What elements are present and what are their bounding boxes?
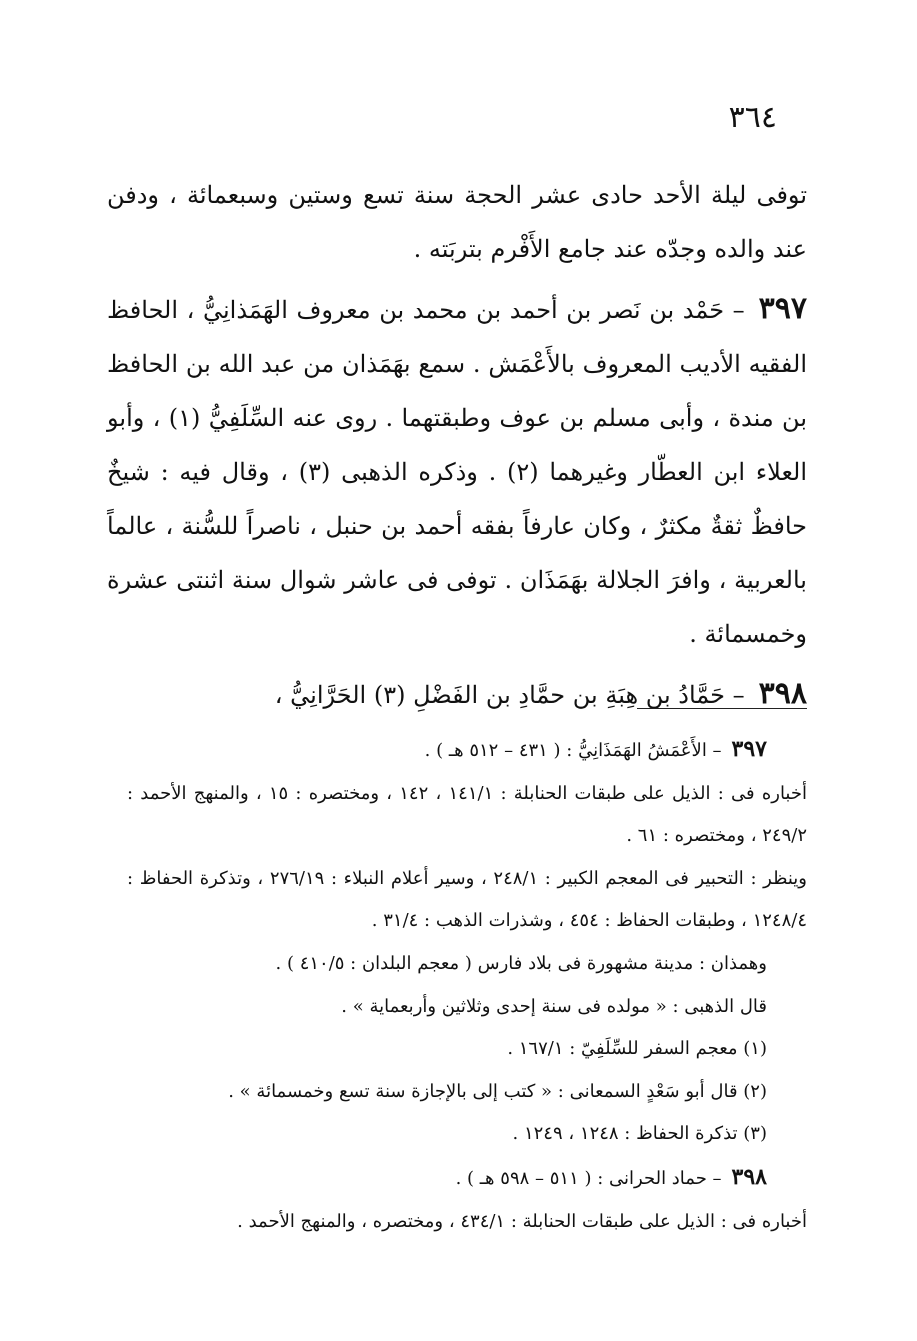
- intro-paragraph: توفى ليلة الأحد حادى عشر الحجة سنة تسع وستين وسبعمائة ، ودفن عند والده وجدّه عند جامع الأَفْرم بتربَته .: [107, 181, 807, 263]
- page-number: ٣٦٤: [728, 100, 777, 135]
- footnote-entry-number: ٣٩٧: [731, 736, 767, 762]
- footnote-1: (١) معجم السفر للسِّلَفِيّ : ١٦٧/١ .: [507, 1038, 767, 1060]
- footnote-sources-397: أخباره فى : الذيل على طبقات الحنابلة : ١٤١/١ ، ١٤٢ ، ومختصره : ١٥ ، والمنهج الأحمد : ٢٤٩/٢ ، ومختصره : ٦١ .: [127, 782, 807, 847]
- footnote-head-text: – حماد الحرانى : ( ٥١١ – ٥٩٨ هـ ) .: [455, 1167, 722, 1189]
- footnote-head-397: [127, 728, 807, 773]
- footnote-sources-398: أخباره فى : الذيل على طبقات الحنابلة : ٤٣٤/١ ، ومختصره ، والمنهج الأحمد .: [237, 1210, 807, 1232]
- footnote-3: (٣) تذكرة الحفاظ : ١٢٤٨ ، ١٢٤٩ .: [512, 1123, 767, 1145]
- footnote-entry-number: ٣٩٨: [731, 1163, 767, 1190]
- entry-text: – حَمْد بن نَصر بن أحمد بن محمد بن معروف الهَمَذانِيُّ ، الحافظ الفقيه الأديب المعروف بالأَعْمَش . سمع بهَمَذان من عبد الله بن الحافظ بن مندة ، وأبى مسلم بن عوف وطبقتهما . روى عنه السِّلَفِيُّ (١) ، وأبو العلاء ابن العطّار وغيرهما (٢) . وذكره الذهبى (٣) ، وقال فيه : شيخٌ حافظٌ ثقةٌ مكثرٌ ، وكان عارفاً بفقه أحمد بن حنبل ، ناصراً للسُّنة ، عالماً بالعربية ، وافرَ الجلالة بهَمَذَان . توفى فى عاشر شوال سنة اثنتى عشرة وخمسمائة .: [107, 296, 808, 648]
- footnote-head-text: – الأَعْمَشُ الهَمَذَانِيُّ : ( ٤٣١ – ٥١٢ هـ ) .: [424, 740, 722, 761]
- footnote-divider: [637, 708, 807, 709]
- footnote-see-397: وينظر : التحبير فى المعجم الكبير : ٢٤٨/١ ، وسير أعلام النبلاء : ٢٧٦/١٩ ، وتذكرة الحفاظ : ١٢٤٨/٤ ، وطبقات الحفاظ : ٤٥٤ ، وشذرات الذهب : ٣١/٤ .: [127, 867, 807, 932]
- entry-397: [107, 282, 807, 661]
- entry-398: [107, 667, 807, 722]
- entry-number: ٣٩٨: [758, 676, 807, 711]
- main-text: [107, 168, 807, 728]
- footnotes: [127, 728, 807, 1243]
- footnote-dhahabi: قال الذهبى : « مولده فى سنة إحدى وثلاثين وأربعماية » .: [341, 995, 767, 1017]
- footnote-hamadan: وهمذان : مدينة مشهورة فى بلاد فارس ( معجم البلدان : ٤١٠/٥ ) .: [275, 952, 767, 974]
- entry-number: ٣٩٧: [758, 291, 807, 326]
- footnote-head-398: [127, 1156, 807, 1201]
- entry-text: – حَمَّادُ بن هِبَةِ بن حمَّادِ بن الفَضْلِ (٣) الحَرَّانِيُّ ،: [274, 681, 745, 709]
- footnote-2: (٢) قال أبو سَعْدٍ السمعانى : « كتب إلى بالإجازة سنة تسع وخمسمائة » .: [228, 1080, 767, 1102]
